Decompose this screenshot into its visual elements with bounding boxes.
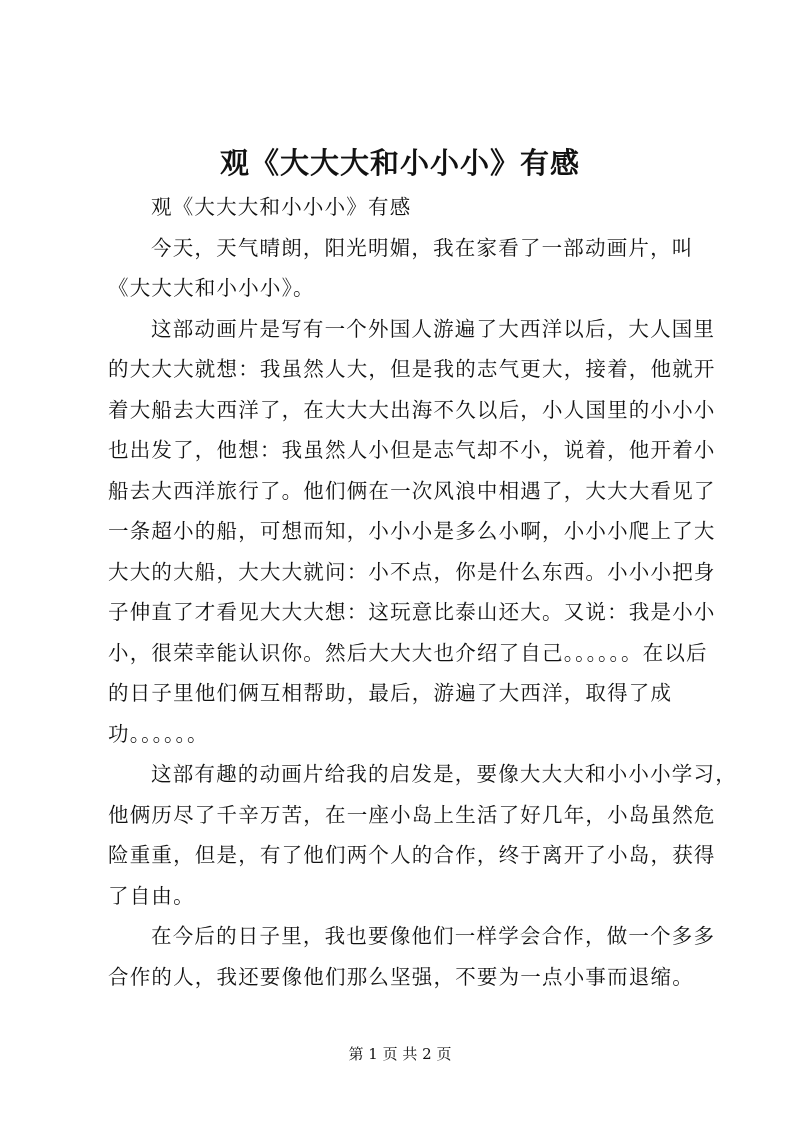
paragraph-subtitle	[108, 187, 704, 228]
text-line: 也出发了，他想：我虽然人小但是志气却不小，说着，他开着小	[108, 438, 716, 462]
text-line: 险重重，但是，有了他们两个人的合作，终于离开了小岛，获得	[108, 843, 716, 867]
text-line: 大大的大船，大大大就问：小不点，你是什么东西。小小小把身	[108, 559, 716, 584]
text-line: 《大大大和小小小》。	[108, 276, 315, 300]
text-line: 了自由。	[108, 883, 195, 908]
text-line: 合作的人，我还要像他们那么坚强，不要为一点小事而退缩。	[108, 964, 694, 989]
text-line: 他俩历尽了千辛万苦，在一座小岛上生活了好几年，小岛虽然危	[108, 802, 716, 827]
text-line: 观《大大大和小小小》有感	[151, 195, 412, 219]
paragraph-conclusion	[108, 916, 716, 997]
text-line: 船去大西洋旅行了。他们俩在一次风浪中相遇了，大大大看见了	[108, 478, 716, 503]
text-line: 这部动画片是写有一个外国人游遍了大西洋以后，大人国里	[151, 316, 716, 341]
text-line: 功。。。。。。	[108, 721, 209, 746]
text-line: 子伸直了才看见大大大想：这玩意比泰山还大。又说：我是小小	[108, 600, 716, 624]
text-line: 小，很荣幸能认识你。然后大大大也介绍了自己。。。。。。在以后	[108, 640, 708, 665]
paragraph-intro	[108, 228, 704, 309]
text-line: 的日子里他们俩互相帮助，最后，游遍了大西洋，取得了成	[108, 681, 673, 705]
document-body	[108, 187, 737, 997]
text-line: 一条超小的船，可想而知，小小小是多么小啊，小小小爬上了大	[108, 519, 716, 543]
page-number-footer: 第 1 页 共 2 页	[348, 1045, 452, 1063]
document-title: 观《大大大和小小小》有感	[219, 146, 580, 180]
text-line: 在今后的日子里，我也要像他们一样学会合作，做一个多多	[151, 924, 716, 948]
text-line: 这部有趣的动画片给我的启发是，要像大大大和小小小学习，	[151, 762, 737, 786]
paragraph-story	[108, 309, 716, 755]
paragraph-reflection	[108, 754, 737, 916]
text-line: 今天，天气晴朗，阳光明媚，我在家看了一部动画片，叫	[151, 235, 694, 260]
text-line: 着大船去大西洋了，在大大大出海不久以后，小人国里的小小小	[108, 397, 716, 422]
text-line: 的大大大就想：我虽然人大，但是我的志气更大，接着，他就开	[108, 357, 716, 381]
